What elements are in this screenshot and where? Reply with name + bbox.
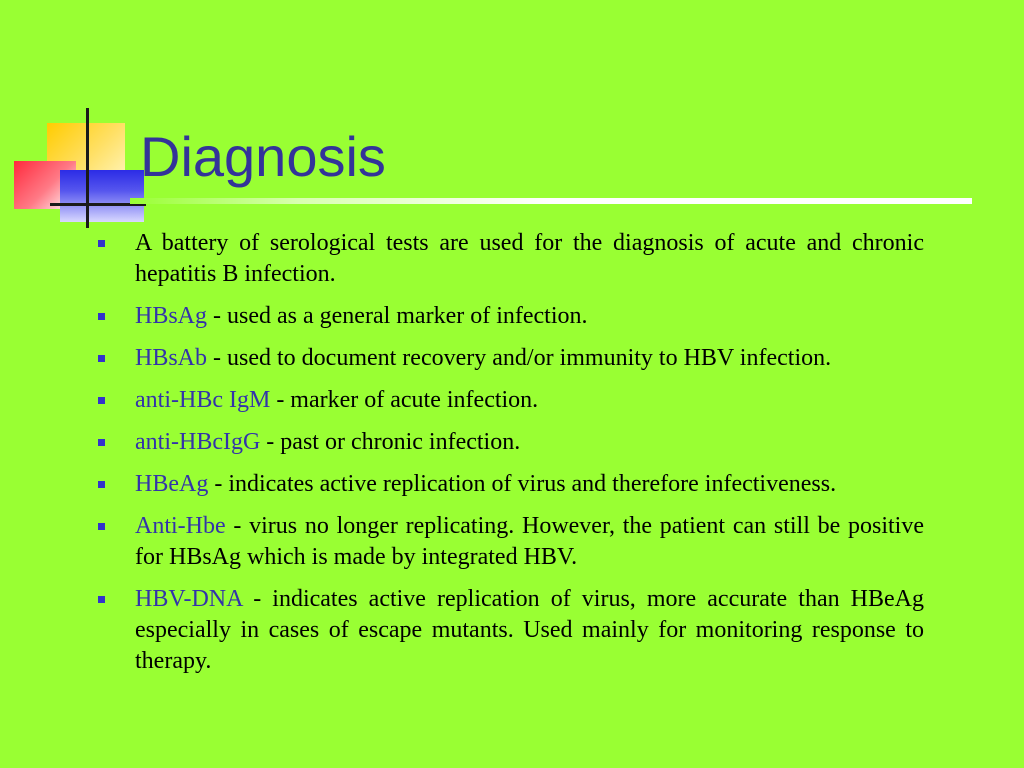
decorative-squares-logo: [14, 108, 146, 228]
square-bullet-icon: [98, 439, 105, 446]
square-bullet-icon: [98, 596, 105, 603]
square-bullet-icon: [98, 481, 105, 488]
bullet-list: [96, 228, 924, 688]
bullet-item: [96, 427, 924, 458]
bullet-text: A battery of serological tests are used for the diagnosis of acute and chronic hepatitis B infection.: [135, 230, 924, 287]
bullet-text: - indicates active replication of virus and therefore infectiveness.: [208, 471, 837, 497]
bullet-term: HBsAb: [135, 345, 208, 371]
bullet-term: anti-HBcIgG: [135, 429, 261, 455]
bullet-text: - indicates active replication of virus, more accurate than HBeAg especially in cases of escape mutants. Used mainly for monitoring response to therapy.: [135, 586, 924, 674]
bullet-text: - used to document recovery and/or immunity to HBV infection.: [207, 345, 832, 371]
title-underline-rule: [130, 198, 972, 204]
bullet-text: - past or chronic infection.: [260, 429, 521, 455]
bullet-term: HBV-DNA: [135, 586, 243, 612]
square-bullet-icon: [98, 240, 105, 247]
bullet-term: anti-HBc IgM: [135, 387, 271, 413]
bullet-text: - used as a general marker of infection.: [207, 303, 588, 329]
bullet-term: Anti-Hbe: [135, 513, 226, 539]
bullet-item: [96, 385, 924, 416]
square-bullet-icon: [98, 397, 105, 404]
vertical-line-shape: [86, 108, 89, 228]
blue-square-shape: [60, 170, 144, 222]
bullet-item: [96, 511, 924, 573]
bullet-item: [96, 301, 924, 332]
square-bullet-icon: [98, 523, 105, 530]
square-bullet-icon: [98, 313, 105, 320]
bullet-text: - virus no longer replicating. However, the patient can still be positive for HBsAg which is made by integrated HBV.: [135, 513, 924, 570]
bullet-item: [96, 584, 924, 677]
bullet-term: HBeAg: [135, 471, 209, 497]
square-bullet-icon: [98, 355, 105, 362]
bullet-term: HBsAg: [135, 303, 208, 329]
slide-title: Diagnosis: [140, 125, 386, 188]
bullet-item: [96, 469, 924, 500]
bullet-item: [96, 228, 924, 290]
bullet-text: - marker of acute infection.: [270, 387, 539, 413]
bullet-item: [96, 343, 924, 374]
